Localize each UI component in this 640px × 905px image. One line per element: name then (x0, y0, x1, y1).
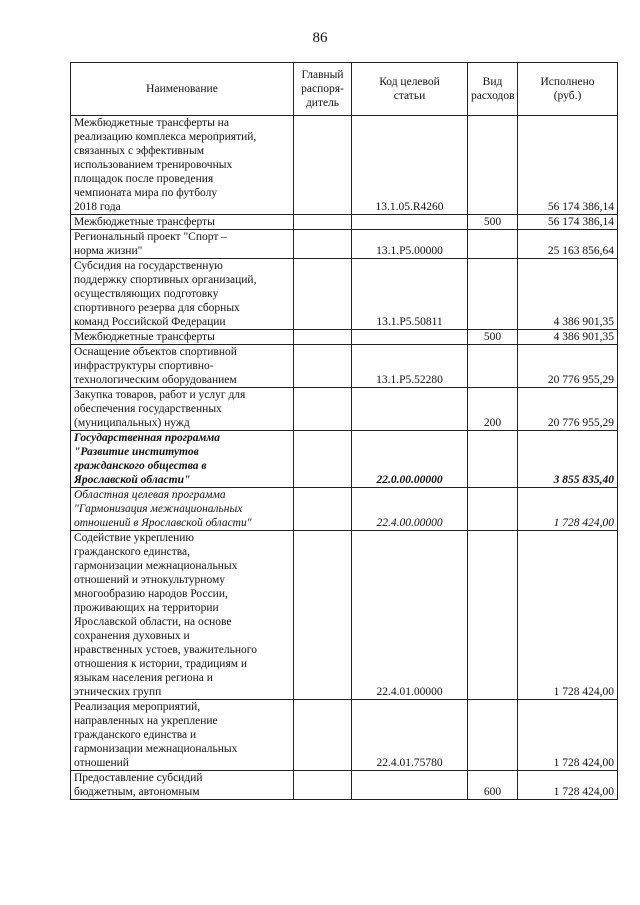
table-row (71, 116, 618, 215)
table-row (71, 215, 618, 230)
cell-type (468, 259, 518, 330)
header-name: Наименование (71, 63, 294, 116)
cell-amount: 1 728 424,00 (518, 700, 618, 771)
cell-name: Закупка товаров, работ и услуг для обеспечения государственных (муниципальных) нужд (71, 388, 294, 431)
cell-type: 500 (468, 330, 518, 345)
cell-type: 500 (468, 215, 518, 230)
cell-amount: 56 174 386,14 (518, 116, 618, 215)
budget-table (70, 62, 618, 800)
table-row (71, 488, 618, 531)
cell-name: Областная целевая программа "Гармонизация межнациональных отношений в Ярославской области" (71, 488, 294, 531)
cell-name: Оснащение объектов спортивной инфраструктуры спортивно- технологическим оборудованием (71, 345, 294, 388)
cell-code (352, 215, 468, 230)
cell-amount: 25 163 856,64 (518, 230, 618, 259)
cell-code: 13.1.P5.52280 (352, 345, 468, 388)
cell-name: Межбюджетные трансферты (71, 215, 294, 230)
cell-amount: 1 728 424,00 (518, 488, 618, 531)
cell-name: Региональный проект "Спорт – норма жизни" (71, 230, 294, 259)
cell-name: Межбюджетные трансферты на реализацию комплекса мероприятий, связанных с эффективным использованием тренировочных площадок после проведения чемпионата мира по футболу 2018 года (71, 116, 294, 215)
table-row (71, 700, 618, 771)
cell-code: 22.0.00.00000 (352, 431, 468, 488)
header-distributor: Главный распоря- дитель (294, 63, 352, 116)
table-row (71, 230, 618, 259)
cell-name: Межбюджетные трансферты (71, 330, 294, 345)
cell-amount: 4 386 901,35 (518, 330, 618, 345)
cell-type (468, 488, 518, 531)
table-row (71, 330, 618, 345)
cell-code: 22.4.01.00000 (352, 531, 468, 700)
cell-code: 13.1.05.R4260 (352, 116, 468, 215)
cell-amount: 20 776 955,29 (518, 388, 618, 431)
cell-type: 600 (468, 771, 518, 800)
cell-distributor (294, 345, 352, 388)
cell-type: 200 (468, 388, 518, 431)
cell-distributor (294, 431, 352, 488)
cell-distributor (294, 531, 352, 700)
cell-distributor (294, 388, 352, 431)
cell-distributor (294, 116, 352, 215)
cell-amount: 1 728 424,00 (518, 771, 618, 800)
table-body (71, 116, 618, 800)
cell-amount: 4 386 901,35 (518, 259, 618, 330)
cell-type (468, 116, 518, 215)
cell-name: Реализация мероприятий, направленных на укрепление гражданского единства и гармонизации межнациональных отношений (71, 700, 294, 771)
cell-name: Содействие укреплению гражданского единства, гармонизации межнациональных отношений и этнокультурному многообразию народов России, проживающих на территории Ярославской области, на основе сохранения духовных и нравственных устоев, уважительного отношения к истории, традициям и языкам населения региона и этнических групп (71, 531, 294, 700)
header-type: Вид расходов (468, 63, 518, 116)
table-row (71, 531, 618, 700)
cell-distributor (294, 230, 352, 259)
cell-distributor (294, 259, 352, 330)
cell-code (352, 771, 468, 800)
cell-name: Субсидия на государственную поддержку спортивных организаций, осуществляющих подготовку спортивного резерва для сборных команд Российской Федерации (71, 259, 294, 330)
cell-code (352, 330, 468, 345)
header-code: Код целевой статьи (352, 63, 468, 116)
cell-name: Государственная программа "Развитие институтов гражданского общества в Ярославской области" (71, 431, 294, 488)
cell-type (468, 700, 518, 771)
cell-name: Предоставление субсидий бюджетным, автономным (71, 771, 294, 800)
cell-distributor (294, 215, 352, 230)
cell-code: 13.1.P5.50811 (352, 259, 468, 330)
header-amount: Исполнено (руб.) (518, 63, 618, 116)
cell-code: 22.4.00.00000 (352, 488, 468, 531)
cell-distributor (294, 330, 352, 345)
table-row (71, 431, 618, 488)
cell-code (352, 388, 468, 431)
cell-amount: 56 174 386,14 (518, 215, 618, 230)
cell-type (468, 431, 518, 488)
table-header-row (71, 63, 618, 116)
cell-code: 13.1.P5.00000 (352, 230, 468, 259)
table-row (71, 345, 618, 388)
cell-type (468, 531, 518, 700)
cell-distributor (294, 700, 352, 771)
table-row (71, 771, 618, 800)
cell-code: 22.4.01.75780 (352, 700, 468, 771)
cell-amount: 1 728 424,00 (518, 531, 618, 700)
cell-amount: 3 855 835,40 (518, 431, 618, 488)
cell-distributor (294, 771, 352, 800)
cell-distributor (294, 488, 352, 531)
table-row (71, 259, 618, 330)
cell-amount: 20 776 955,29 (518, 345, 618, 388)
cell-type (468, 345, 518, 388)
table-row (71, 388, 618, 431)
cell-type (468, 230, 518, 259)
page-number: 86 (312, 30, 328, 46)
